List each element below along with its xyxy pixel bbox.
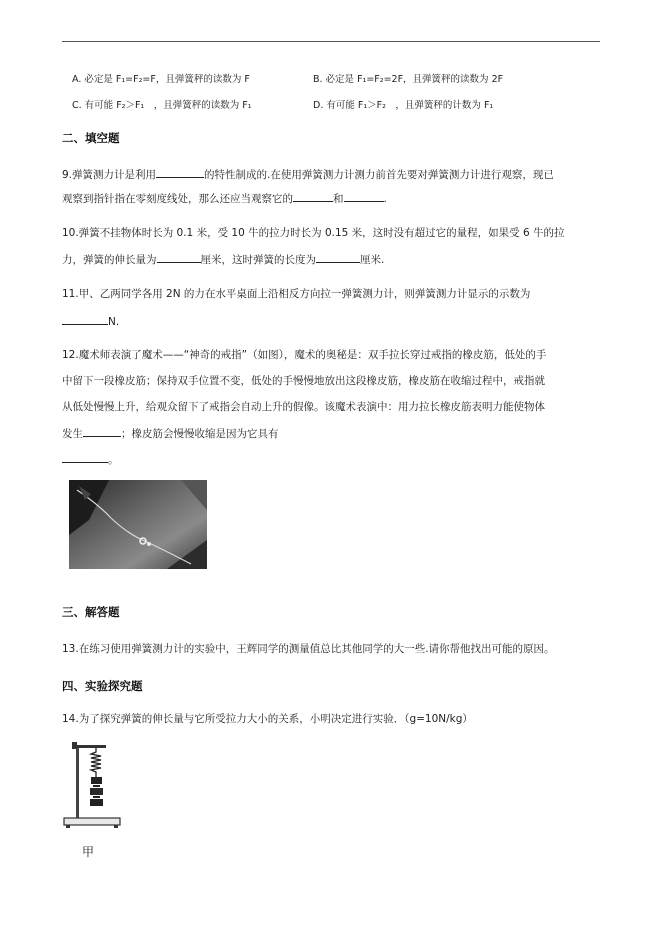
answer-blank[interactable]: [62, 313, 108, 325]
answer-blank[interactable]: [293, 190, 333, 202]
option-c: C. 有可能 F₂＞F₁ ，且弹簧秤的读数为 F₁: [72, 100, 252, 111]
option-d: D. 有可能 F₁＞F₂ ，且弹簧秤的计数为 F₁: [313, 100, 494, 111]
question-12-line-1: 12.魔术师表演了魔术——“神奇的戒指”（如图），魔术的奥秘是：双手拉长穿过戒指的橡皮筋，低处的手: [62, 349, 547, 361]
q9-text-b: 的特性制成的.在使用弹簧测力计测力前首先要对弹簧测力计进行观察，现已: [204, 169, 554, 181]
question-12-line-3: 从低处慢慢上升，给观众留下了戒指会自动上升的假像。该魔术表演中：用力拉长橡皮筋表明力能使物体: [62, 401, 545, 413]
answer-blank[interactable]: [62, 451, 108, 463]
q12-text-a: 发生: [62, 428, 83, 440]
question-12-line-2: 中留下一段橡皮筋；保持双手位置不变，低处的手慢慢地放出这段橡皮筋，橡皮筋在收缩过程中，戒指就: [62, 375, 545, 387]
question-12-line-4: [62, 425, 279, 441]
option-b: B. 必定是 F₁=F₂=2F，且弹簧秤的读数为 2F: [313, 74, 504, 85]
q12-text-c: 。: [108, 454, 119, 466]
q9-text-d: 和: [333, 193, 344, 205]
answer-blank[interactable]: [83, 425, 121, 437]
q9-text-a: 9.弹簧测力计是利用: [62, 169, 157, 181]
answer-blank[interactable]: [344, 190, 384, 202]
header-rule: [62, 41, 600, 42]
figure-label: 甲: [81, 845, 95, 859]
question-11-line-2: [62, 313, 119, 329]
q9-text-e: .: [383, 193, 387, 205]
section-heading-experiment: 四、实验探究题: [62, 679, 143, 693]
question-14: 14.为了探究弹簧的伸长量与它所受拉力大小的关系，小明决定进行实验．（g=10N/kg）: [62, 713, 473, 725]
question-9-line-2: [62, 190, 387, 206]
q10-text-b: 厘米，这时弹簧的长度为: [200, 254, 316, 266]
question-10-line-2: [62, 251, 384, 267]
question-12-line-5: [62, 451, 119, 467]
question-10-line-1: 10.弹簧不挂物体时长为 0.1 米，受 10 牛的拉力时长为 0.15 米，这时没有超过它的量程，如果受 6 牛的拉: [62, 227, 565, 239]
q12-text-b: ；橡皮筋会慢慢收缩是因为它具有: [121, 428, 279, 440]
answer-blank[interactable]: [157, 251, 201, 263]
answer-blank[interactable]: [316, 251, 360, 263]
q9-text-c: 观察到指针指在零刻度线处，那么还应当观察它的: [62, 193, 293, 205]
spring-apparatus-figure: [62, 742, 124, 860]
q10-text-a: 力，弹簧的伸长量为: [62, 254, 157, 266]
question-11-line-1: 11.甲、乙两同学各用 2N 的力在水平桌面上沿相反方向拉一弹簧测力计，则弹簧测力计显示的示数为: [62, 288, 531, 300]
magic-ring-photo: [69, 480, 207, 569]
option-a: A. 必定是 F₁=F₂=F，且弹簧秤的读数为 F: [72, 74, 250, 85]
q10-text-c: 厘米.: [360, 254, 385, 266]
section-heading-fill-in: 二、填空题: [62, 131, 120, 145]
question-13: 13.在练习使用弹簧测力计的实验中，王辉同学的测量值总比其他同学的大一些.请你帮他找出可能的原因。: [62, 643, 555, 655]
q11-text-unit: N.: [108, 316, 120, 328]
section-heading-answer: 三、解答题: [62, 605, 120, 619]
question-9-line-1: [62, 166, 554, 182]
answer-blank[interactable]: [156, 166, 204, 178]
